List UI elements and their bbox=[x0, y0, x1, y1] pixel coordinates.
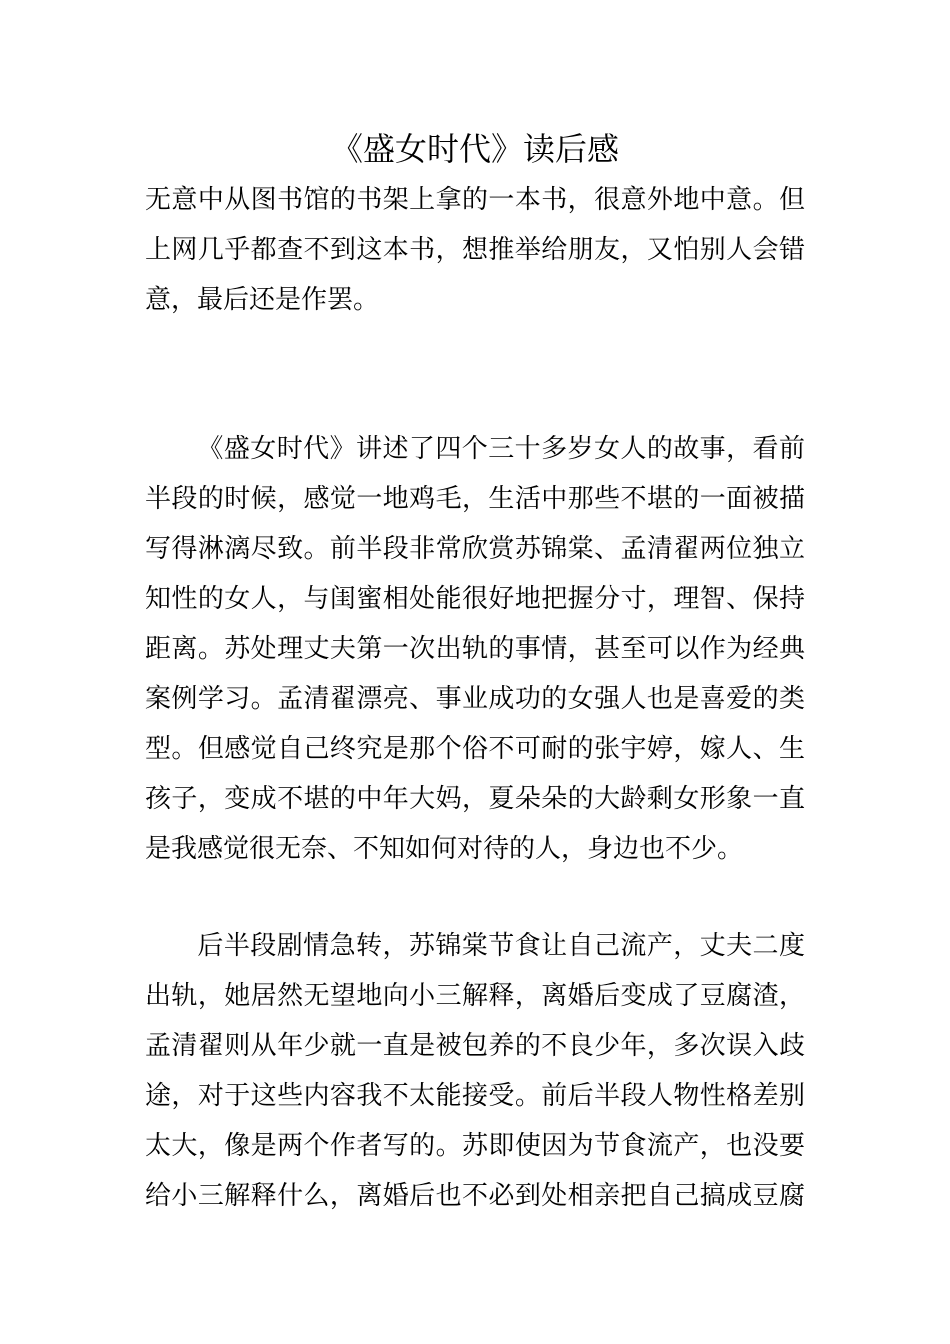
paragraph-3 bbox=[145, 921, 805, 1221]
paragraph-line: 太大，像是两个作者写的。苏即使因为节食流产，也没要 bbox=[145, 1131, 805, 1161]
paragraph-line bbox=[145, 921, 805, 971]
paragraph-line bbox=[145, 424, 805, 474]
paragraph-line: 出轨，她居然无望地向小三解释，离婚后变成了豆腐渣， bbox=[145, 981, 805, 1011]
paragraph-1 bbox=[145, 175, 805, 325]
paragraph-line: 是我感觉很无奈、不知如何对待的人，身边也不少。 bbox=[145, 834, 744, 864]
paragraph-line: 距离。苏处理丈夫第一次出轨的事情，甚至可以作为经典 bbox=[145, 634, 805, 664]
paragraph-line: 写得淋漓尽致。前半段非常欣赏苏锦棠、孟清翟两位独立 bbox=[145, 534, 805, 564]
paragraph-line-text: 后半段剧情急转，苏锦棠节食让自己流产，丈夫二度 bbox=[197, 931, 805, 961]
paragraph-line: 孩子，变成不堪的中年大妈，夏朵朵的大龄剩女形象一直 bbox=[145, 784, 805, 814]
paragraph-line: 知性的女人，与闺蜜相处能很好地把握分寸，理智、保持 bbox=[145, 584, 805, 614]
paragraph-line: 案例学习。孟清翟漂亮、事业成功的女强人也是喜爱的类 bbox=[145, 684, 805, 714]
document-title: 《盛女时代》读后感 bbox=[330, 130, 619, 168]
paragraph-line: 无意中从图书馆的书架上拿的一本书，很意外地中意。但 bbox=[145, 185, 805, 215]
paragraph-line: 半段的时候，感觉一地鸡毛，生活中那些不堪的一面被描 bbox=[145, 484, 805, 514]
paragraph-line: 型。但感觉自己终究是那个俗不可耐的张宇婷，嫁人、生 bbox=[145, 734, 805, 764]
paragraph-line: 途，对于这些内容我不太能接受。前后半段人物性格差别 bbox=[145, 1081, 805, 1111]
paragraph-line: 给小三解释什么，离婚后也不必到处相亲把自己搞成豆腐 bbox=[145, 1181, 805, 1211]
paragraph-line-text: 《盛女时代》讲述了四个三十多岁女人的故事，看前 bbox=[197, 434, 805, 464]
paragraph-2 bbox=[145, 424, 805, 874]
paragraph-line: 上网几乎都查不到这本书，想推举给朋友，又怕别人会错 bbox=[145, 235, 805, 265]
paragraph-line: 意，最后还是作罢。 bbox=[145, 285, 380, 315]
paragraph-line: 孟清翟则从年少就一直是被包养的不良少年，多次误入歧 bbox=[145, 1031, 805, 1061]
